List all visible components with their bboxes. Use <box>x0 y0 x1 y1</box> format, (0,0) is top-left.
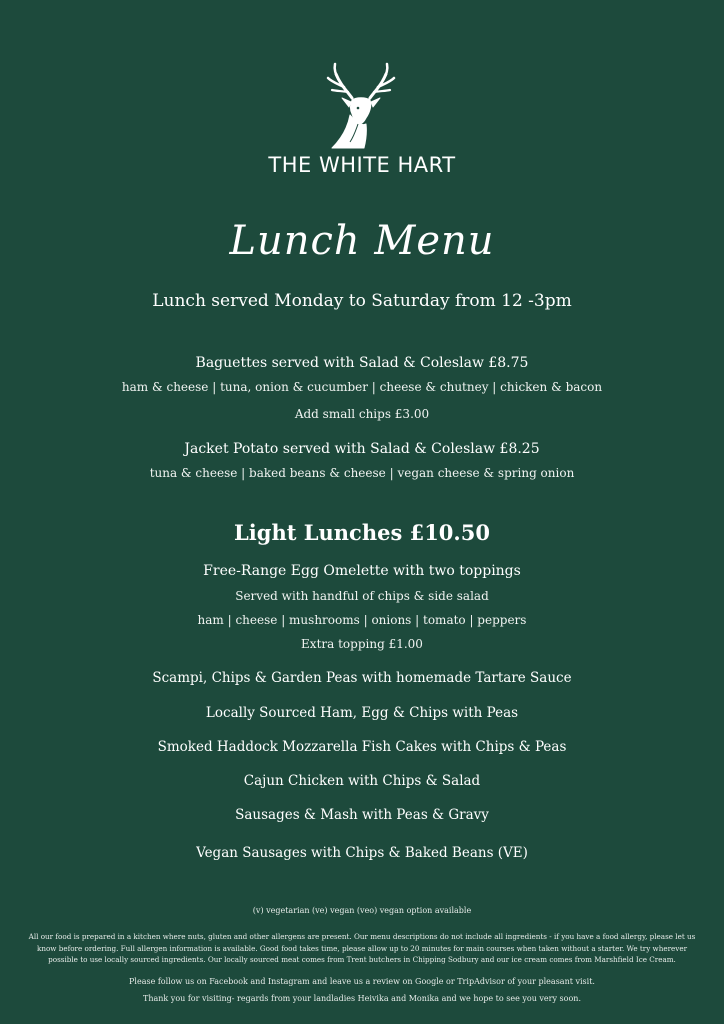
baguettes-fillings: ham & cheese | tuna, onion & cucumber | cheese & chutney | chicken & bacon <box>121 380 603 394</box>
dish-item: Sausages & Mash with Peas & Gravy <box>235 807 489 823</box>
restaurant-name: THE WHITE HART <box>268 153 456 177</box>
omelette-served: Served with handful of chips & side salad <box>235 589 489 603</box>
omelette-toppings: ham | cheese | mushrooms | onions | tomato | peppers <box>197 613 527 627</box>
dish-item: Vegan Sausages with Chips & Baked Beans (VE) <box>196 845 528 861</box>
social-notice: Please follow us on Facebook and Instagram and leave us a review on Google or TripAdvisor of your pleasant visit. <box>129 977 595 986</box>
serving-hours: Lunch served Monday to Saturday from 12 -3pm <box>152 291 572 311</box>
baguettes-heading: Baguettes served with Salad & Coleslaw £8.75 <box>195 355 529 371</box>
page-title: Lunch Menu <box>229 218 495 264</box>
dish-item: Cajun Chicken with Chips & Salad <box>243 773 481 789</box>
omelette-heading: Free-Range Egg Omelette with two toppings <box>203 563 521 579</box>
jacket-potato-heading: Jacket Potato served with Salad & Coleslaw £8.25 <box>184 441 540 457</box>
baguettes-extra: Add small chips £3.00 <box>294 407 430 421</box>
light-lunches-title: Light Lunches £10.50 <box>234 520 490 545</box>
dish-item: Smoked Haddock Mozzarella Fish Cakes with Chips & Peas <box>157 739 567 755</box>
omelette-extra: Extra topping £1.00 <box>301 637 423 651</box>
allergen-notice: All our food is prepared in a kitchen where nuts, gluten and other allergens are present. Our menu descriptions do not include all ingredients - if you have a food allergy, please let us know before ordering. Full allergen information is available. Good food takes time, please allow up to 20 minutes for main courses when taken without a starter. We try wherever possible to use locally sourced ingredients. Our locally sourced meat comes from Trent butchers in Chipping Sodbury and our ice cream comes from Marshfield Ice Cream. <box>28 932 696 964</box>
dietary-key: (v) vegetarian (ve) vegan (veo) vegan option available <box>252 906 472 915</box>
thank-you-note: Thank you for visiting- regards from your landladies Heivika and Monika and we hope to see you very soon. <box>143 994 581 1003</box>
jacket-potato-fillings: tuna & cheese | baked beans & cheese | vegan cheese & spring onion <box>149 466 575 480</box>
dish-item: Locally Sourced Ham, Egg & Chips with Peas <box>205 705 519 721</box>
stag-head-icon <box>322 60 402 150</box>
dish-item: Scampi, Chips & Garden Peas with homemade Tartare Sauce <box>152 670 572 686</box>
